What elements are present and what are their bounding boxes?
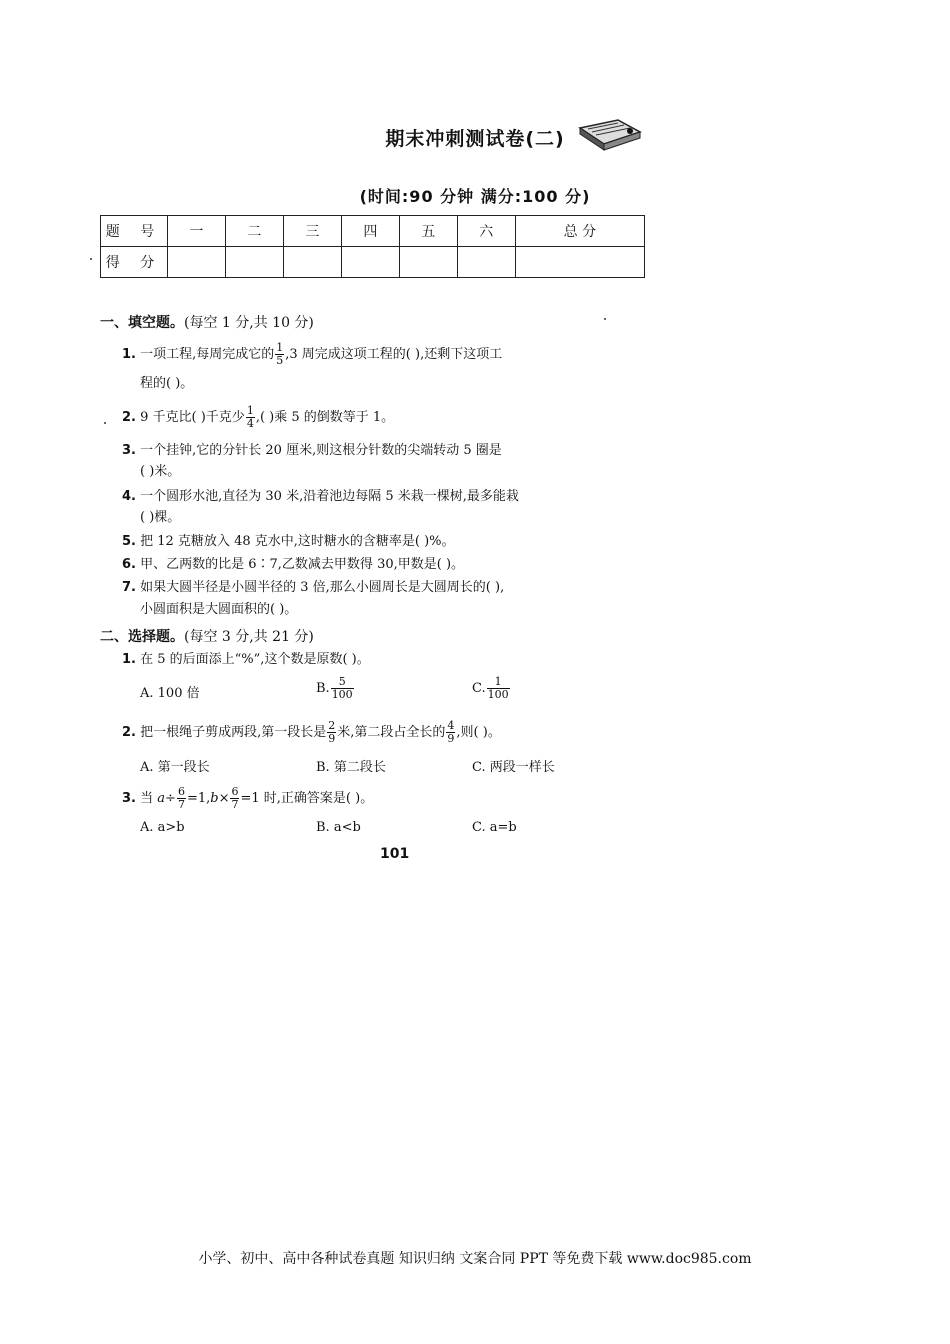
choice-question-2: 2. 把一根绳子剪成两段,第一段长是 $\frac{2}{9}$ 米,第二段占全长的 $\frac{4}{9}$ ,则( )。: [122, 719, 501, 745]
question-4: 4. 一个圆形水池,直径为 30 米,沿着池边每隔 5 米栽一棵树,最多能栽: [122, 489, 519, 504]
choice-question-1: 1. 在 5 的后面添上“%”,这个数是原数( )。: [122, 652, 370, 667]
option-a[interactable]: A. 100 倍: [140, 686, 200, 701]
table-row: [101, 216, 645, 247]
column-header: 一: [168, 216, 226, 247]
question-7-cont: 小圆面积是大圆面积的( )。: [140, 602, 298, 617]
score-cell[interactable]: [457, 247, 515, 278]
scan-speck: [104, 422, 106, 424]
scan-speck: [90, 258, 92, 260]
question-3: 3. 一个挂钟,它的分针长 20 厘米,则这根分针数的尖端转动 5 圈是: [122, 443, 502, 458]
option-a[interactable]: A. a>b: [140, 820, 185, 835]
option-c[interactable]: C. $\frac{1}{100}$: [472, 675, 509, 701]
score-cell[interactable]: [341, 247, 399, 278]
fraction: $\frac{1}{5}$: [276, 341, 284, 367]
scan-speck: [604, 318, 606, 320]
table-row: [101, 247, 645, 278]
question-5: 5. 把 12 克糖放入 48 克水中,这时糖水的含糖率是( )%。: [122, 534, 455, 549]
book-illustration-icon: [578, 118, 642, 152]
page-title: 期末冲刺测试卷(二): [385, 128, 565, 150]
score-cell[interactable]: [225, 247, 283, 278]
column-header: 四: [341, 216, 399, 247]
column-header: 总 分: [515, 216, 644, 247]
exam-info: (时间:90 分钟 满分:100 分): [359, 187, 591, 206]
option-b[interactable]: B. a<b: [316, 820, 361, 835]
question-6: 6. 甲、乙两数的比是 6∶7,乙数减去甲数得 30,甲数是( )。: [122, 557, 465, 572]
fraction: $\frac{1}{100}$: [487, 675, 509, 701]
row-label: 题 号: [101, 216, 168, 247]
page-number: 101: [380, 846, 410, 862]
question-2: 2. 9 千克比( )千克少 $\frac{1}{4}$ ,( )乘 5 的倒数等于 1。: [122, 404, 395, 430]
section-heading: 二、选择题。(每空 3 分,共 21 分): [100, 629, 314, 645]
question-1-cont: 程的( )。: [140, 376, 194, 391]
question-7: 7. 如果大圆半径是小圆半径的 3 倍,那么小圆周长是大圆周长的( ),: [122, 580, 505, 595]
fraction: $\frac{1}{4}$: [246, 404, 254, 430]
score-cell[interactable]: [168, 247, 226, 278]
fraction: $\frac{6}{7}$: [177, 785, 185, 811]
score-cell[interactable]: [515, 247, 644, 278]
option-c[interactable]: C. a=b: [472, 820, 517, 835]
section-heading: 一、填空题。(每空 1 分,共 10 分): [100, 315, 314, 331]
question-4-cont: ( )棵。: [140, 510, 181, 525]
question-3-cont: ( )米。: [140, 464, 181, 479]
option-a[interactable]: A. 第一段长: [140, 760, 210, 775]
fraction: $\frac{2}{9}$: [328, 719, 336, 745]
fraction: $\frac{6}{7}$: [231, 785, 239, 811]
row-label: 得 分: [101, 247, 168, 278]
column-header: 二: [225, 216, 283, 247]
score-cell[interactable]: [283, 247, 341, 278]
choice-question-3: 3. 当 a÷ $\frac{6}{7}$ =1,b× $\frac{6}{7}$ =1 时,正确答案是( )。: [122, 785, 374, 811]
option-b[interactable]: B. $\frac{5}{100}$: [316, 675, 353, 701]
option-c[interactable]: C. 两段一样长: [472, 760, 555, 775]
column-header: 五: [399, 216, 457, 247]
question-1: 1. 一项工程,每周完成它的 $\frac{1}{5}$ ,3 周完成这项工程的( ),还剩下这项工: [122, 341, 503, 367]
score-table: [100, 215, 645, 278]
fraction: $\frac{4}{9}$: [447, 719, 455, 745]
footer-text: 小学、初中、高中各种试卷真题 知识归纳 文案合同 PPT 等免费下载 www.doc985.com: [198, 1251, 752, 1267]
score-cell[interactable]: [399, 247, 457, 278]
column-header: 六: [457, 216, 515, 247]
column-header: 三: [283, 216, 341, 247]
fraction: $\frac{5}{100}$: [331, 675, 353, 701]
option-b[interactable]: B. 第二段长: [316, 760, 386, 775]
